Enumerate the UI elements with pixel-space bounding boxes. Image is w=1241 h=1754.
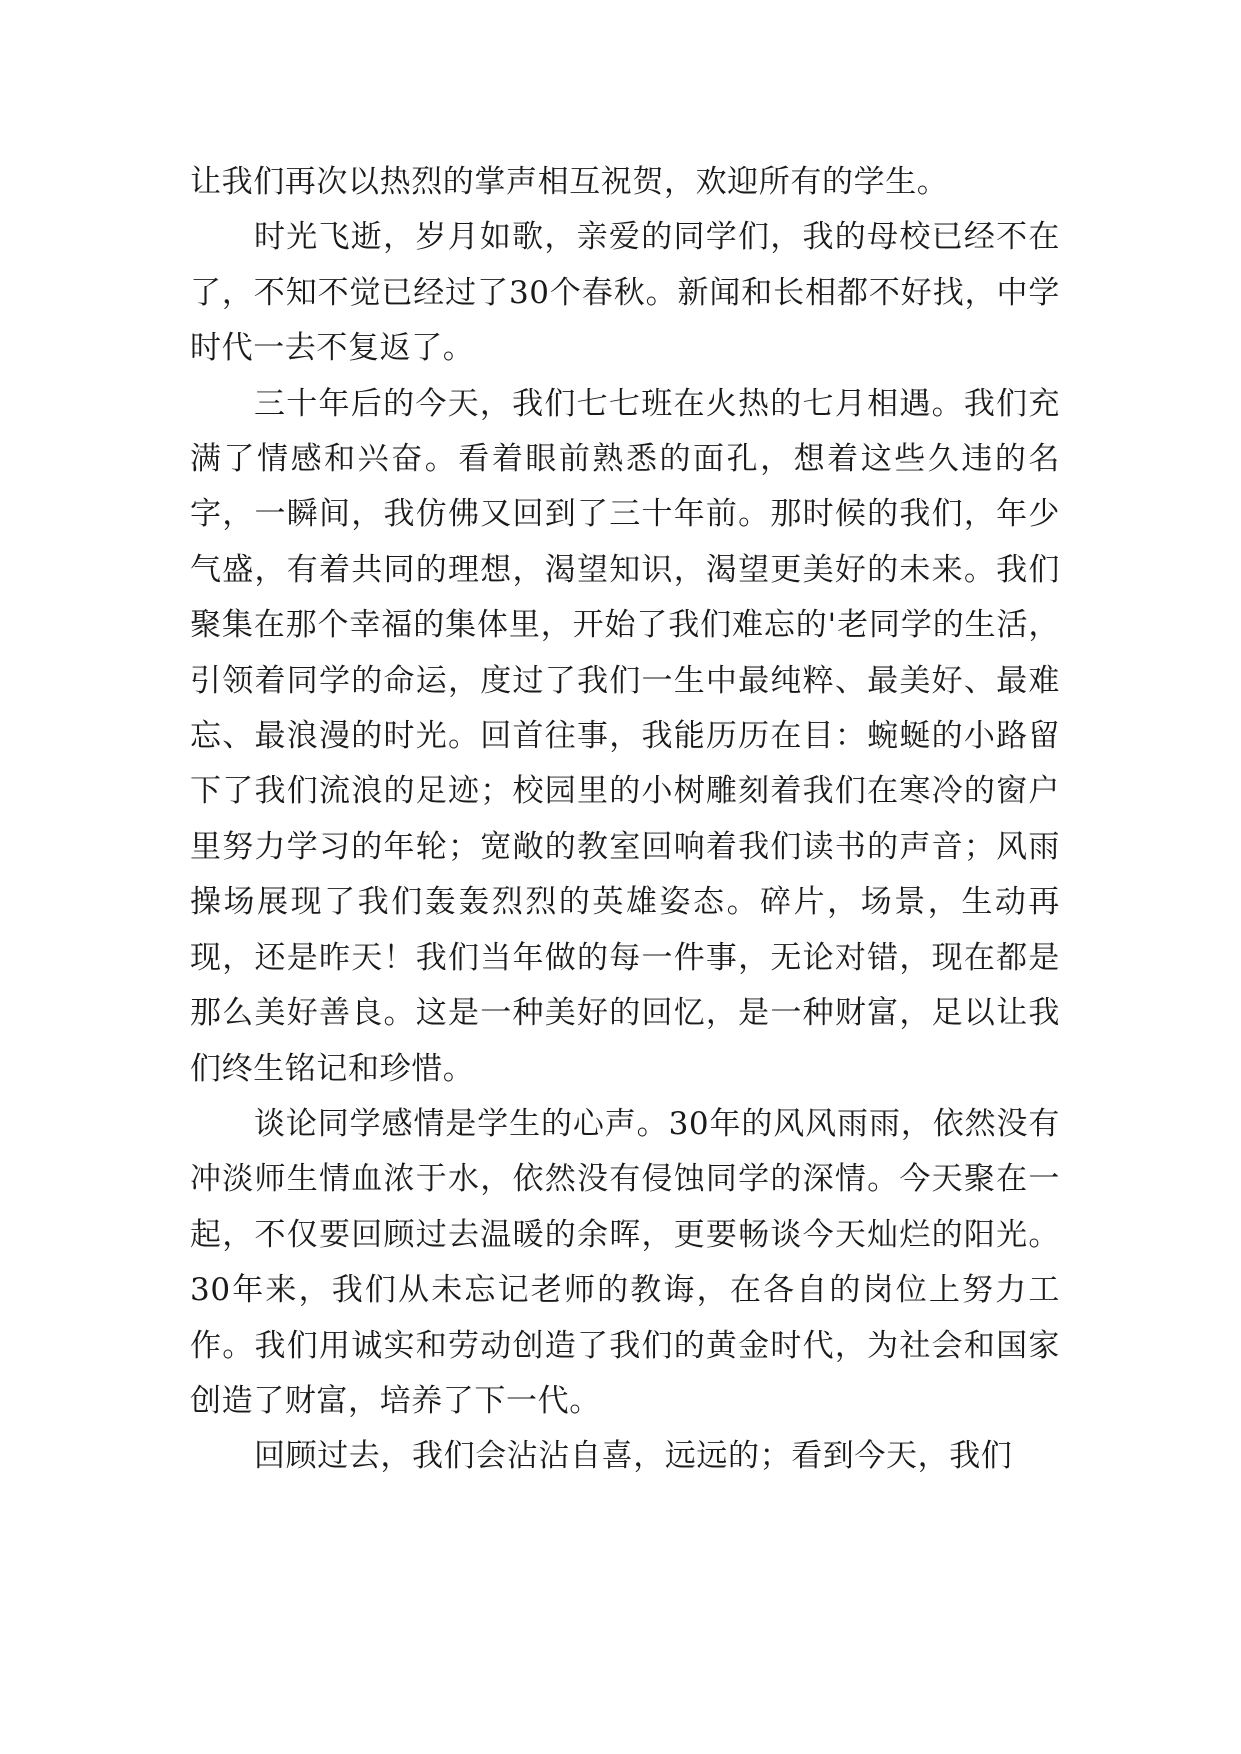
paragraph-reunion-memories: 三十年后的今天，我们七七班在火热的七月相遇。我们充满了情感和兴奋。看着眼前熟悉的面孔，想着这些久违的名字，一瞬间，我仿佛又回到了三十年前。那时候的我们，年少气盛，有着共同的理想，渴望知识，渴望更美好的未来。我们聚集在那个幸福的集体里，开始了我们难忘的'老同学的生活，引领着同学的命运，度过了我们一生中最纯粹、最美好、最难忘、最浪漫的时光。回首往事，我能历历在目：蜿蜒的小路留下了我们流浪的足迹；校园里的小树雕刻着我们在寒冷的窗户里努力学习的年轮；宽敞的教室回响着我们读书的声音；风雨操场展现了我们轰轰烈烈的英雄姿态。碎片，场景，生动再现，还是昨天！我们当年做的每一件事，无论对错，现在都是那么美好善良。这是一种美好的回忆，是一种财富，足以让我们终生铭记和珍惜。 bbox=[190, 385, 1060, 1087]
paragraph-classmate-bond: 谈论同学感情是学生的心声。30年的风风雨雨，依然没有冲淡师生情血浓于水，依然没有侵蚀同学的深情。今天聚在一起，不仅要回顾过去温暖的余晖，更要畅谈今天灿烂的阳光。30年来，我们从未忘记老师的教诲，在各自的岗位上努力工作。我们用诚实和劳动创造了我们的黄金时代，为社会和国家创造了财富，培养了下一代。 bbox=[190, 1105, 1060, 1419]
body-text bbox=[190, 155, 1060, 1485]
paragraph-time-flies: 时光飞逝，岁月如歌，亲爱的同学们，我的母校已经不在了，不知不觉已经过了30个春秋。新闻和长相都不好找，中学时代一去不复返了。 bbox=[190, 219, 1060, 367]
paragraph-closing-toast: 让我们再次以热烈的掌声相互祝贺，欢迎所有的学生。 bbox=[190, 164, 949, 200]
paragraph-looking-back: 回顾过去，我们会沾沾自喜，远远的；看到今天，我们 bbox=[254, 1438, 1013, 1475]
